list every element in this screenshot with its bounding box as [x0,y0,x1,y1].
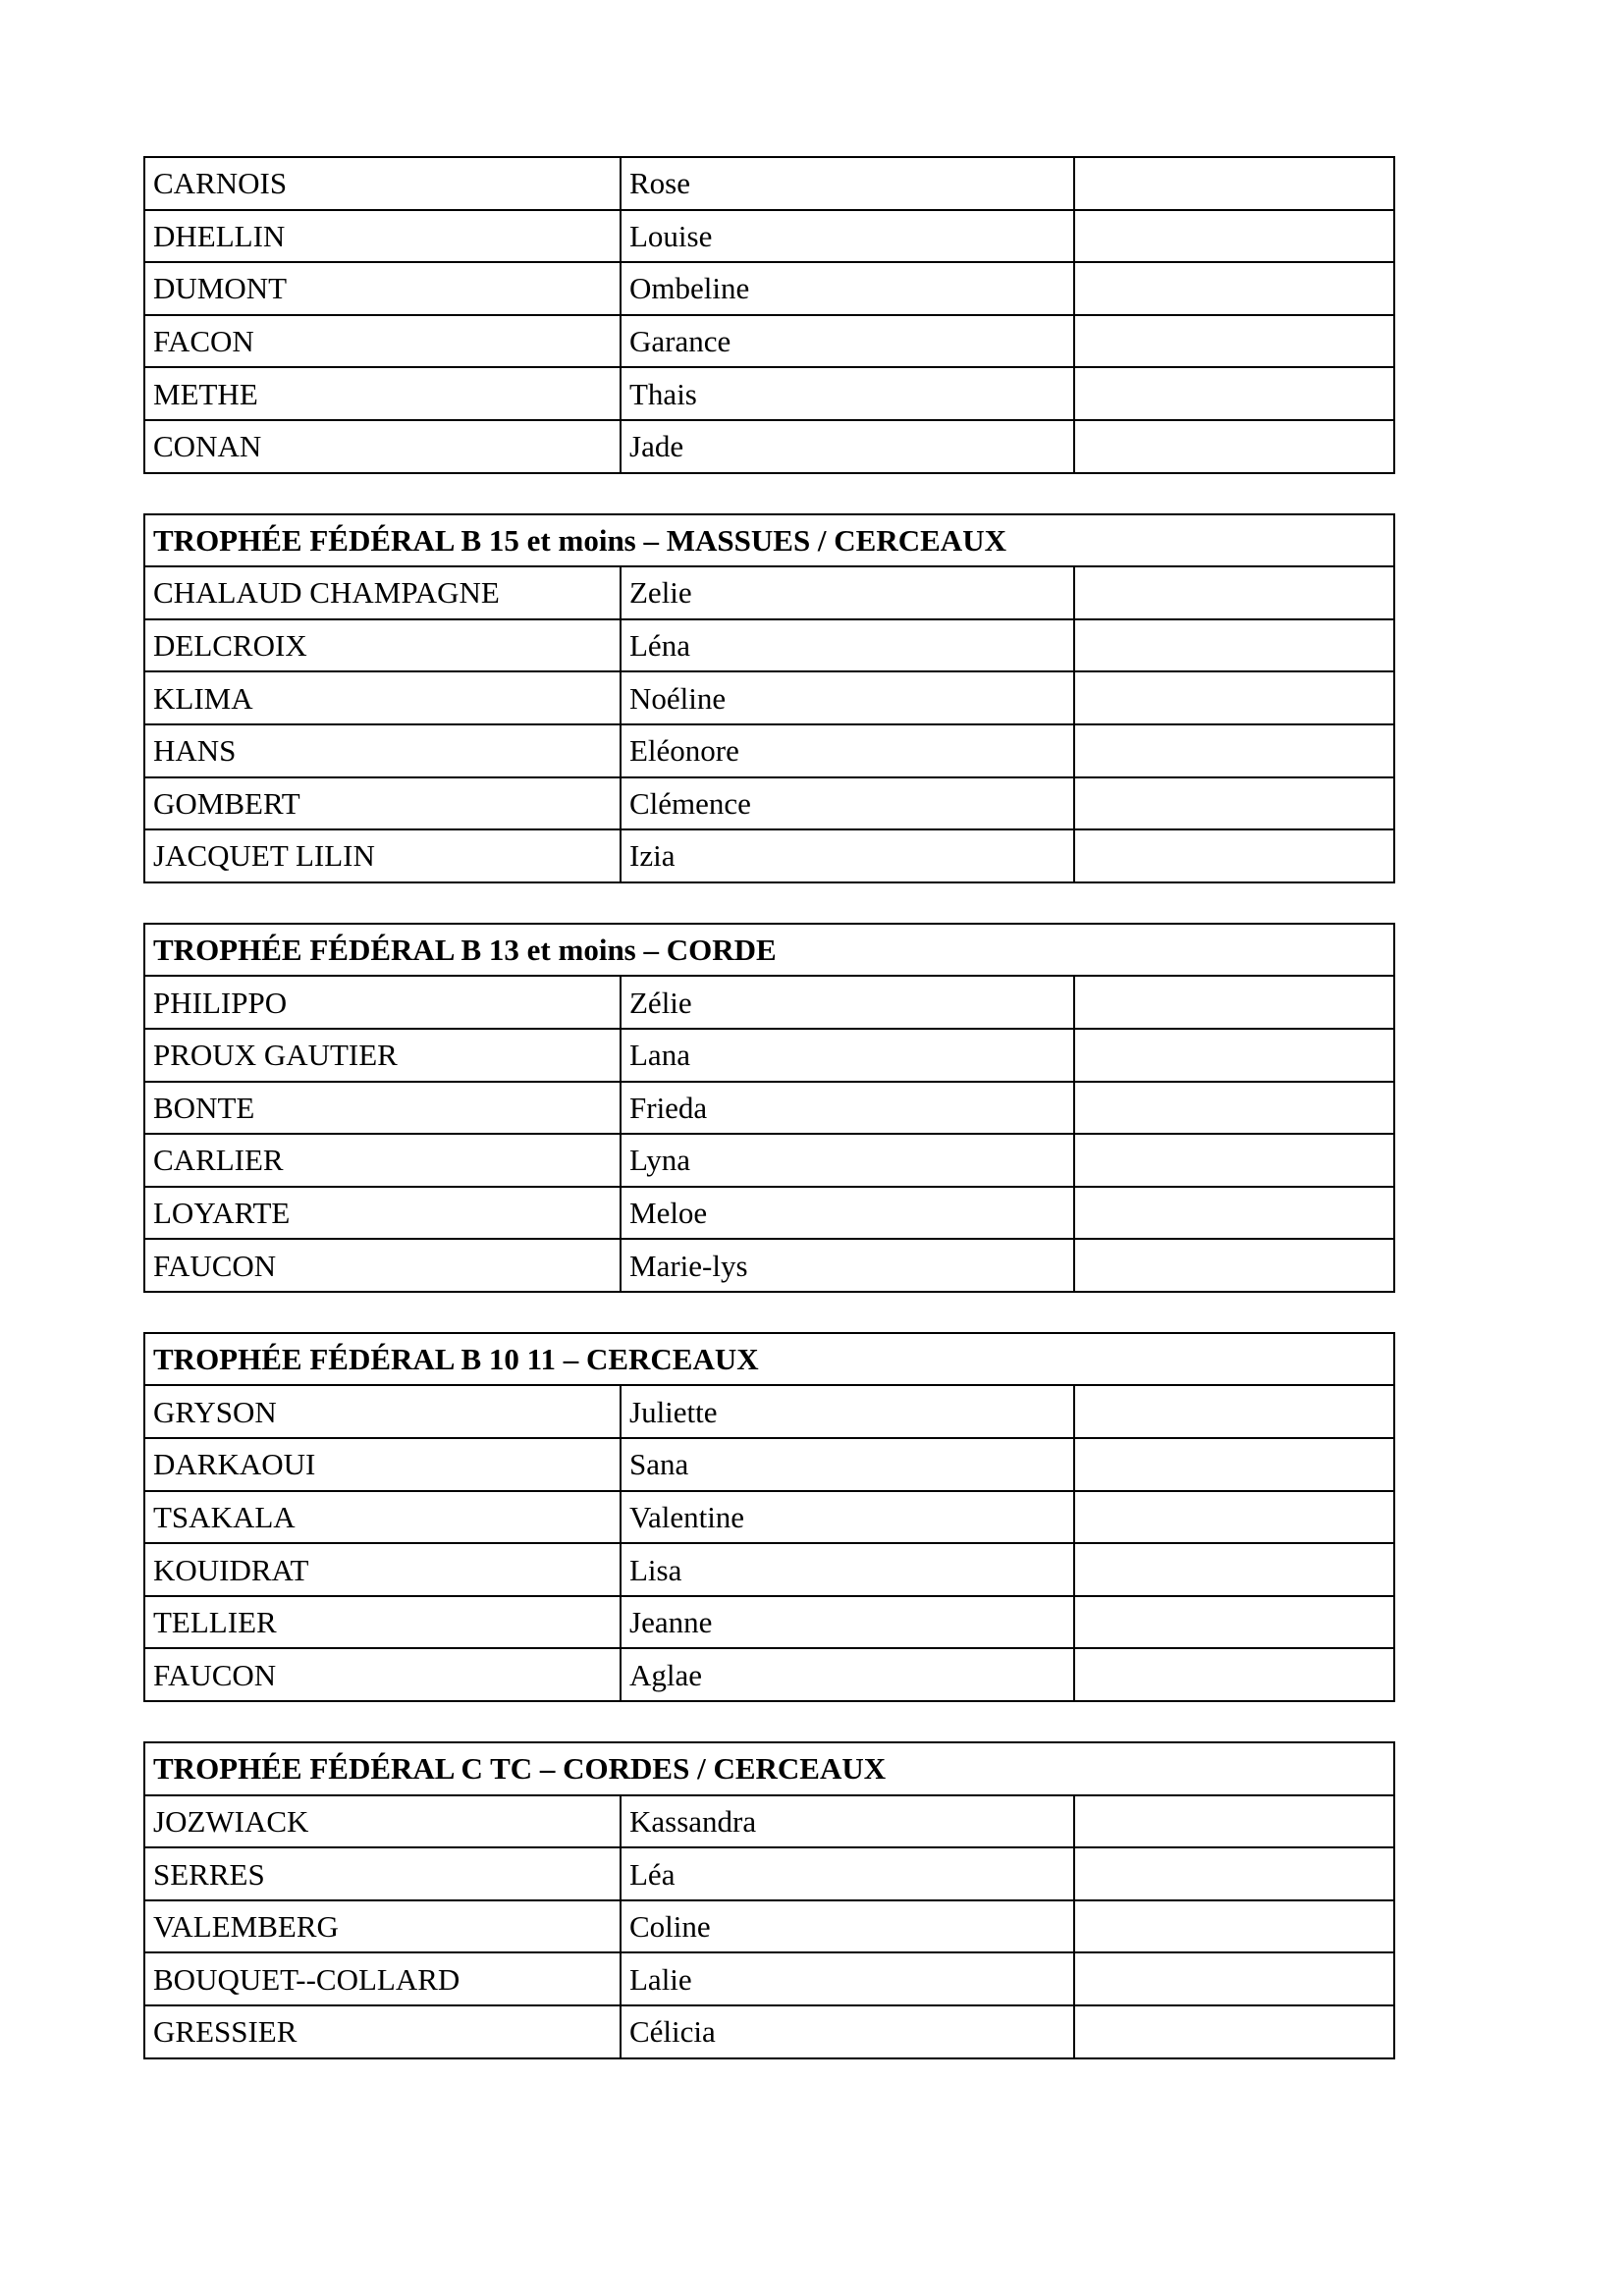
empty-cell [1074,1795,1394,1848]
section-heading: TROPHÉE FÉDÉRAL B 10 11 – CERCEAUX [144,1333,1394,1386]
empty-cell [1074,671,1394,724]
first-name-cell: Lisa [621,1543,1074,1596]
empty-cell [1074,420,1394,473]
last-name-cell: SERRES [144,1847,621,1900]
table-row [144,1385,1394,1438]
section-heading-row [144,514,1394,567]
table-row [144,1082,1394,1135]
last-name-cell: PHILIPPO [144,976,621,1029]
last-name-cell: CARLIER [144,1134,621,1187]
first-name-cell: Juliette [621,1385,1074,1438]
last-name-cell: METHE [144,367,621,420]
roster-table [143,513,1395,883]
section-heading-row [144,924,1394,977]
last-name-cell: LOYARTE [144,1187,621,1240]
empty-cell [1074,1029,1394,1082]
first-name-cell: Coline [621,1900,1074,1953]
empty-cell [1074,619,1394,672]
empty-cell [1074,976,1394,1029]
last-name-cell: BOUQUET--COLLARD [144,1952,621,2005]
empty-cell [1074,724,1394,777]
section-heading-row [144,1333,1394,1386]
empty-cell [1074,1239,1394,1292]
roster-table [143,1741,1395,2059]
empty-cell [1074,1187,1394,1240]
first-name-cell: Lalie [621,1952,1074,2005]
first-name-cell: Célicia [621,2005,1074,2058]
last-name-cell: KOUIDRAT [144,1543,621,1596]
section-heading: TROPHÉE FÉDÉRAL B 15 et moins – MASSUES / CERCEAUX [144,514,1394,567]
empty-cell [1074,1648,1394,1701]
empty-cell [1074,367,1394,420]
roster-table [143,1332,1395,1702]
table-row [144,262,1394,315]
empty-cell [1074,1847,1394,1900]
last-name-cell: TSAKALA [144,1491,621,1544]
last-name-cell: VALEMBERG [144,1900,621,1953]
empty-cell [1074,1491,1394,1544]
empty-cell [1074,1596,1394,1649]
table-row [144,1900,1394,1953]
first-name-cell: Noéline [621,671,1074,724]
table-row [144,976,1394,1029]
empty-cell [1074,1900,1394,1953]
first-name-cell: Thais [621,367,1074,420]
table-row [144,420,1394,473]
first-name-cell: Eléonore [621,724,1074,777]
last-name-cell: DELCROIX [144,619,621,672]
table-row [144,157,1394,210]
last-name-cell: GRESSIER [144,2005,621,2058]
last-name-cell: BONTE [144,1082,621,1135]
last-name-cell: TELLIER [144,1596,621,1649]
last-name-cell: DHELLIN [144,210,621,263]
empty-cell [1074,210,1394,263]
table-row [144,829,1394,882]
table-row [144,1187,1394,1240]
empty-cell [1074,1385,1394,1438]
empty-cell [1074,777,1394,830]
table-row [144,671,1394,724]
table-row [144,367,1394,420]
table-row [144,1795,1394,1848]
first-name-cell: Marie-lys [621,1239,1074,1292]
first-name-cell: Valentine [621,1491,1074,1544]
first-name-cell: Zelie [621,566,1074,619]
first-name-cell: Lyna [621,1134,1074,1187]
first-name-cell: Lana [621,1029,1074,1082]
last-name-cell: DUMONT [144,262,621,315]
section-heading: TROPHÉE FÉDÉRAL C TC – CORDES / CERCEAUX [144,1742,1394,1795]
table-row [144,2005,1394,2058]
table-row [144,777,1394,830]
first-name-cell: Izia [621,829,1074,882]
empty-cell [1074,1082,1394,1135]
first-name-cell: Frieda [621,1082,1074,1135]
empty-cell [1074,157,1394,210]
first-name-cell: Jade [621,420,1074,473]
last-name-cell: CARNOIS [144,157,621,210]
last-name-cell: JOZWIACK [144,1795,621,1848]
first-name-cell: Léa [621,1847,1074,1900]
last-name-cell: FAUCON [144,1239,621,1292]
first-name-cell: Garance [621,315,1074,368]
table-row [144,1134,1394,1187]
first-name-cell: Sana [621,1438,1074,1491]
section-heading-row [144,1742,1394,1795]
empty-cell [1074,1952,1394,2005]
table-row [144,315,1394,368]
last-name-cell: CHALAUD CHAMPAGNE [144,566,621,619]
table-row [144,619,1394,672]
first-name-cell: Clémence [621,777,1074,830]
first-name-cell: Rose [621,157,1074,210]
empty-cell [1074,1438,1394,1491]
empty-cell [1074,315,1394,368]
last-name-cell: CONAN [144,420,621,473]
table-row [144,1596,1394,1649]
table-row [144,1847,1394,1900]
roster-table [143,156,1395,474]
table-row [144,1491,1394,1544]
table-row [144,1952,1394,2005]
document-page [143,156,1393,2099]
last-name-cell: GRYSON [144,1385,621,1438]
roster-table [143,923,1395,1293]
last-name-cell: FAUCON [144,1648,621,1701]
empty-cell [1074,1134,1394,1187]
last-name-cell: PROUX GAUTIER [144,1029,621,1082]
empty-cell [1074,2005,1394,2058]
last-name-cell: DARKAOUI [144,1438,621,1491]
last-name-cell: HANS [144,724,621,777]
table-row [144,1239,1394,1292]
first-name-cell: Léna [621,619,1074,672]
empty-cell [1074,1543,1394,1596]
table-row [144,1648,1394,1701]
last-name-cell: GOMBERT [144,777,621,830]
first-name-cell: Louise [621,210,1074,263]
table-row [144,210,1394,263]
table-row [144,1029,1394,1082]
first-name-cell: Jeanne [621,1596,1074,1649]
first-name-cell: Zélie [621,976,1074,1029]
table-row [144,1543,1394,1596]
last-name-cell: JACQUET LILIN [144,829,621,882]
empty-cell [1074,566,1394,619]
table-row [144,566,1394,619]
section-heading: TROPHÉE FÉDÉRAL B 13 et moins – CORDE [144,924,1394,977]
first-name-cell: Ombeline [621,262,1074,315]
first-name-cell: Kassandra [621,1795,1074,1848]
first-name-cell: Aglae [621,1648,1074,1701]
last-name-cell: KLIMA [144,671,621,724]
last-name-cell: FACON [144,315,621,368]
table-row [144,1438,1394,1491]
table-row [144,724,1394,777]
empty-cell [1074,829,1394,882]
empty-cell [1074,262,1394,315]
first-name-cell: Meloe [621,1187,1074,1240]
